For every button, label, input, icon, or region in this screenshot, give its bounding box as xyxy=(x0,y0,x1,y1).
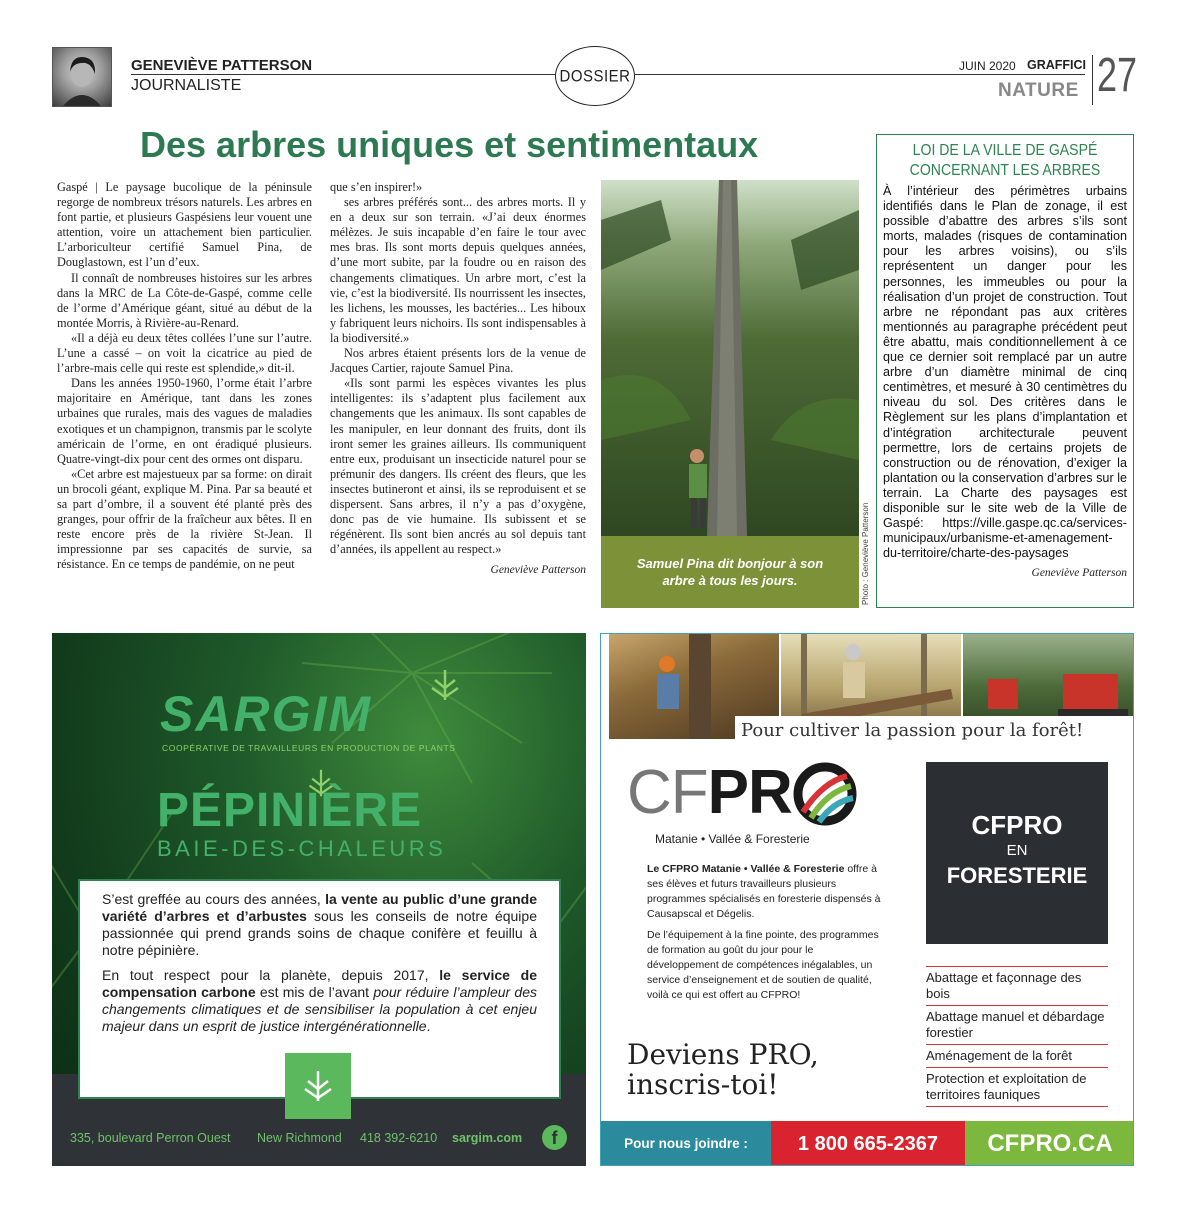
facebook-icon[interactable]: f xyxy=(542,1125,567,1150)
article-column-1 xyxy=(57,180,312,572)
author-role: JOURNALISTE xyxy=(131,77,242,94)
photo-caption-box xyxy=(601,536,859,608)
text-run-italic: pour réduire l’ampleur des changements climatiques et de sensibiliser la population à cet enjeu majeur dans un esprit de justice intergénérationnelle xyxy=(102,984,538,1034)
article-paragraph: «Ils sont parmi les espèces vivantes les plus intelligentes: ils s’adaptent plus facilement aux changements que les animaux. Ils sont capables de les manipuler, en leur donnant des fruits, dont ils iront semer les graines ailleurs. Ils communiquent entre eux, produisant un insecticide naturel pour se prémunir des dangers. Ils créent des fleurs, que les insectes butineront et ainsi, ils se reproduisent et se dispersent. Sans arbres, il n’y a pas d’oxygène, donc pas de vie humaine. Ils subissent et se régénèrent. Ils sont bien ancrés au sol depuis tant d’années, ils appellent au respect.» xyxy=(330,376,586,557)
sidebar-box xyxy=(876,134,1134,608)
text-run: En tout respect pour la planète, depuis 2017, xyxy=(102,967,440,983)
section-label: DOSSIER xyxy=(559,66,631,86)
article-paragraph: «Cet arbre est majestueux par sa forme: on dirait un brocoli géant, explique M. Pina. Par sa beauté et sa part d’ombre, il a souvent été planté près des granges, pour offrir de la fraîcheur aux bêtes. Il en reste encore près de la rivière St-Jean. Il impressionne par ses capacités de survie, sa résistance. En ce temps de pandémie, on ne peut xyxy=(57,466,312,572)
text-run: S’est greffée au cours des années, xyxy=(102,891,326,907)
cfpro-desc-1 xyxy=(647,862,885,922)
sargim-address: 335, boulevard Perron Ouest xyxy=(70,1131,231,1145)
article-paragraph: Dans les années 1950-1960, l’orme était l’arbre majoritaire en Amérique, tant dans les zones urbaines que rurales, mais des vagues de maladies exotiques et un champignon, transmis par le scolyte américain de l’orme, en ont éradiqué plusieurs. Quatre-vingt-dix pour cent des ormes ont disparu. xyxy=(57,376,312,466)
cfpro-services xyxy=(926,966,1108,1107)
category-label: NATURE xyxy=(998,80,1079,101)
text-run-bold: Le CFPRO Matanie • Vallée & Foresterie xyxy=(647,863,845,875)
service-item: Protection et exploitation de territoires fauniques xyxy=(926,1067,1108,1107)
cfpro-cta-line1: Deviens PRO, xyxy=(627,1038,819,1071)
tree-icon xyxy=(428,668,462,702)
article-paragraph: Nos arbres étaient présents lors de la venue de Jacques Cartier, rajoute Samuel Pina. xyxy=(330,346,586,376)
cfpro-foresterie-box xyxy=(926,762,1108,944)
header-rule-right xyxy=(635,74,1085,75)
pepiniere-subname: BAIE-DES-CHALEURS xyxy=(157,836,447,861)
text-run: offre à ses élèves et futurs travailleurs plusieurs programmes spécialisés en foresterie dispensés à Causapscal et Dégelis. xyxy=(647,863,881,920)
cfpro-logo xyxy=(627,758,792,827)
cfpro-contact-web[interactable]: CFPRO.CA xyxy=(965,1121,1134,1166)
sargim-city: New Richmond xyxy=(257,1131,342,1145)
service-item: Aménagement de la forêt xyxy=(926,1044,1108,1067)
article-column-2 xyxy=(330,180,586,578)
author-photo xyxy=(52,47,112,107)
author-name: GENEVIÈVE PATTERSON xyxy=(131,57,313,74)
sargim-ad xyxy=(52,633,586,1166)
service-item: Abattage et façonnage des bois xyxy=(926,966,1108,1005)
tree-photo xyxy=(601,180,859,536)
sargim-paragraph-2 xyxy=(102,967,537,1035)
article-paragraph: ses arbres préférés sont... des arbres morts. Il y en a deux sur son terrain. «J’ai deux énormes mélèzes. Je suis incapable d’en faire le tour avec mes bras. Ils sont morts depuis quelques années, d’une mort subite, par la foudre ou en raison des changements climatiques. Un arbre mort, c’est la vie, c’est la biodiversité. Ils nourrissent les insectes, les lichens, les mousses, les bactéries... Les hiboux y fabriquent leurs nichoirs. Ils sont indispensables à la biodiversité.» xyxy=(330,195,586,345)
text-run: . xyxy=(426,1018,431,1034)
cfpro-banner-text: Pour cultiver la passion pour la forêt! xyxy=(741,720,1084,741)
sargim-paragraph-1 xyxy=(102,891,537,959)
cfpro-banner xyxy=(735,716,1134,746)
box-line1: CFPRO xyxy=(971,810,1063,840)
sargim-brand: SARGIM xyxy=(160,686,372,742)
issue-date: JUIN 2020 xyxy=(959,59,1016,73)
sidebar-title-line2: CONCERNANT LES ARBRES xyxy=(909,162,1101,179)
logo-pr: PR xyxy=(707,758,792,827)
box-line3: FORESTERIE xyxy=(946,863,1088,888)
cfpro-contact-phone[interactable]: 1 800 665-2367 xyxy=(771,1121,965,1166)
sargim-phone: 418 392-6210 xyxy=(360,1131,438,1145)
pepiniere-name: PÉPINIÈRE xyxy=(157,784,423,837)
cfpro-contact-label: Pour nous joindre : xyxy=(601,1121,771,1166)
cfpro-logo-icon xyxy=(793,762,857,826)
sidebar-body: À l’intérieur des périmètres urbains identifiés dans le Plan de zonage, il est possible d’abattre des arbres s’ils sont morts, malades (risques de contamination pour les arbres voisins), ou s’ils représentent un danger pour les personnes, les immeubles ou pour la réalisation d’un projet de construction. Tout arbre ne répondant pas aux critères mentionnés au paragraphe précédent peut être abattu, mais conditionnellement à ce que ce dernier soit remplacé par un autre arbre d’un diamètre minimal de cinq centimètres, et mesuré à 30 centimètres du niveau du sol. Des critères dans le Règlement sur les plans d’implantation et d’intégration architecturale peuvent permettre, lors de certains projets de construction ou de rénovation, d’exiger la plantation ou la conservation d’arbres sur le terrain. La Charte des paysages est disponible sur le site web de la Ville de Gaspé: https://ville.gaspe.qc.ca/services-municipaux/urbanisme-et-amenagement-du-territoire/charte-des-paysages xyxy=(883,184,1127,561)
sargim-website[interactable]: sargim.com xyxy=(452,1131,523,1145)
sargim-tagline: COOPÉRATIVE DE TRAVAILLEURS EN PRODUCTION DE PLANTS xyxy=(162,743,456,753)
publication-name: GRAFFICI xyxy=(1027,58,1087,72)
article-paragraph: «Il a déjà eu deux têtes collées l’une sur l’autre. L’une a cassé – on voit la cicatrice au pied de l’arbre-mais celle qui reste est splendide,» dit-il. xyxy=(57,330,312,376)
service-item: Abattage manuel et débardage forestier xyxy=(926,1005,1108,1044)
page-number: 27 xyxy=(1097,49,1138,102)
sidebar-title-line1: LOI DE LA VILLE DE GASPÉ xyxy=(912,142,1098,159)
box-line2: EN xyxy=(1006,842,1028,859)
article-paragraph: que s’en inspirer!» xyxy=(330,180,423,194)
text-run: sous les conseils de notre équipe passionnée qui prend grands soins de chaque conifère et feuillu à notre pépinière. xyxy=(102,908,537,958)
article-paragraph: Il connaît de nombreuses histoires sur les arbres dans la MRC de La Côte-de-Gaspé, comme celle de l’orme d’Amérique géant, situé au début de la montée Morris, à Rivière-au-Renard. xyxy=(57,270,312,330)
tree-icon xyxy=(301,1069,335,1103)
text-run: est mis de l’avant xyxy=(255,984,374,1000)
section-badge xyxy=(555,46,635,106)
cfpro-cta-line2: inscris-toi! xyxy=(627,1068,779,1101)
cfpro-subtitle: Matanie • Vallée & Foresterie xyxy=(655,832,810,846)
article-title: Des arbres uniques et sentimentaux xyxy=(140,124,759,165)
cfpro-ad xyxy=(600,633,1134,1166)
article-paragraph: Gaspé | Le paysage bucolique de la péninsule regorge de nombreux trésors naturels. Les arbres en font partie, et plusieurs Gaspésiens leur vouent une attention, voire un attachement bien particulier. L’arboriculteur certifié Samuel Pina, de Douglastown, est l’un d’eux. xyxy=(57,180,312,270)
sargim-icon-tile xyxy=(285,1053,351,1119)
text-run-bold: le service de compensation carbone xyxy=(102,967,538,1000)
article-signature: Geneviève Patterson xyxy=(490,564,586,577)
sidebar-signature: Geneviève Patterson xyxy=(1031,567,1127,580)
cfpro-description xyxy=(647,862,885,1003)
header-rule-left xyxy=(131,74,555,75)
logo-cf: CF xyxy=(627,758,708,827)
photo-caption: Samuel Pina dit bonjour à son arbre à tous les jours. xyxy=(636,556,824,588)
photo-credit: Photo : Geneviève Patterson xyxy=(861,502,870,605)
header-vertical-rule xyxy=(1092,55,1093,105)
text-run-bold: la vente au public d’une grande variété d’arbres et d’arbustes xyxy=(102,891,537,924)
cfpro-desc-2: De l’équipement à la fine pointe, des programmes de formation au goût du jour pour le développement de compétences inégalables, un service d’enseignement et de soutien de qualité, voilà ce qui est offert au CFPRO! xyxy=(647,929,879,1001)
cfpro-cta xyxy=(627,1040,819,1100)
